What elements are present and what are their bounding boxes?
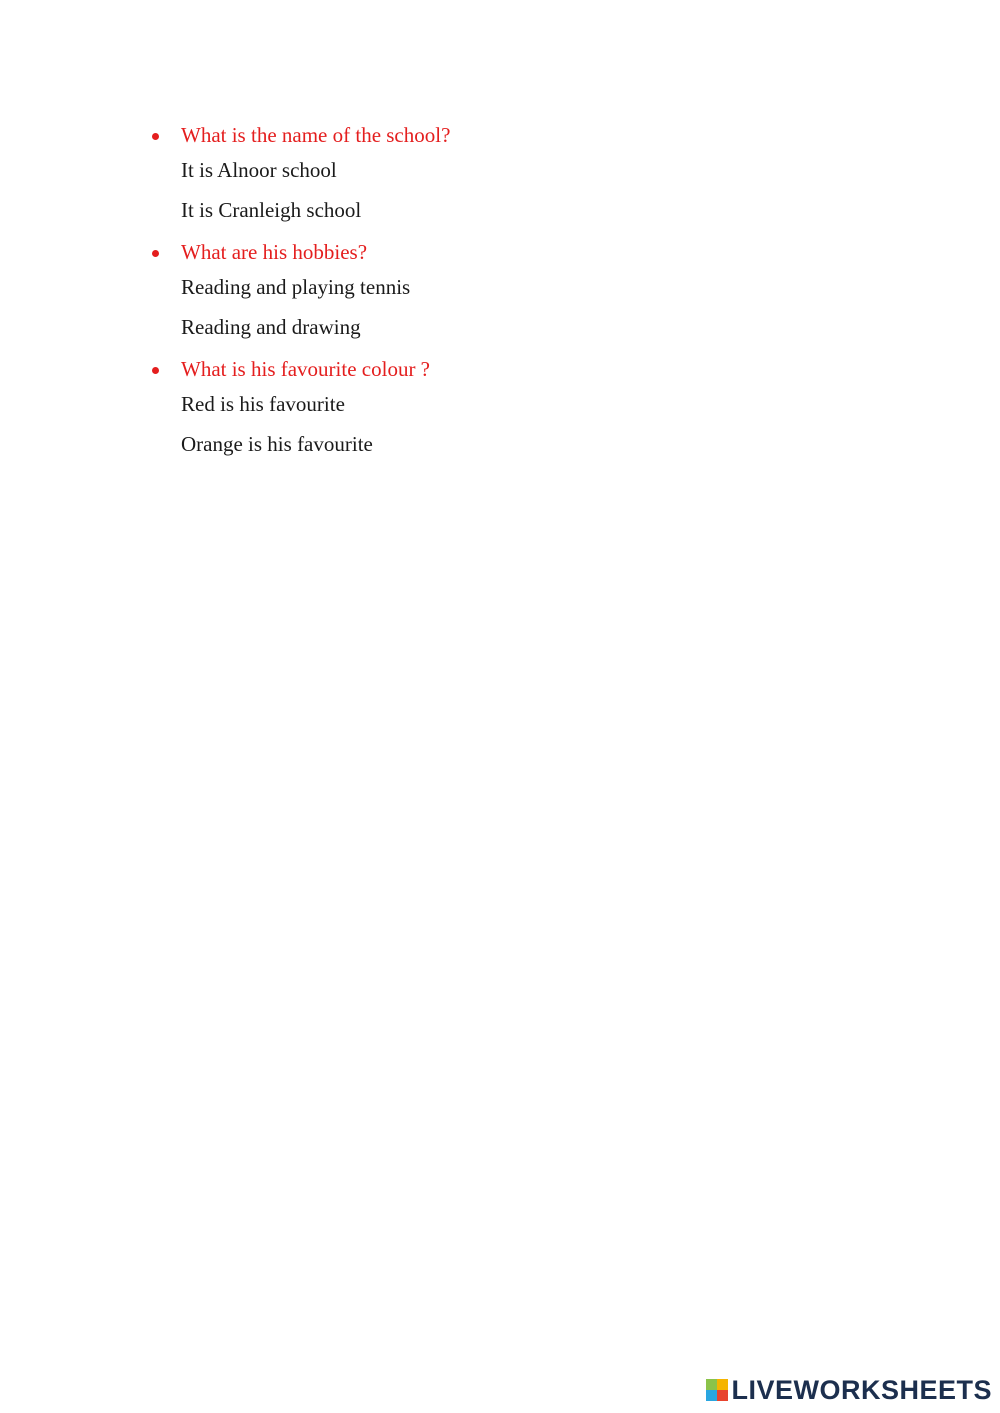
bullet-icon [152, 367, 159, 374]
liveworksheets-logo [706, 1375, 992, 1405]
answer-option[interactable]: Orange is his favourite [181, 432, 373, 456]
bullet-icon [152, 250, 159, 257]
question-row [148, 354, 848, 384]
bullet-icon [152, 133, 159, 140]
logo-tile [717, 1390, 728, 1401]
answer-option[interactable]: Reading and playing tennis [181, 275, 411, 299]
answer-option[interactable]: Reading and drawing [181, 315, 361, 339]
question-text: What is the name of the school? [181, 123, 451, 147]
logo-tile [706, 1390, 717, 1401]
question-block [148, 237, 848, 347]
question-block [148, 354, 848, 464]
question-row [148, 237, 848, 267]
liveworksheets-logo-icon [706, 1379, 728, 1401]
question-row [148, 120, 848, 150]
answer-option[interactable]: It is Cranleigh school [181, 198, 362, 222]
logo-tile [706, 1379, 717, 1390]
answer-option[interactable]: Red is his favourite [181, 392, 345, 416]
question-block [148, 120, 848, 230]
question-text: What is his favourite colour ? [181, 357, 431, 381]
question-list [148, 120, 848, 471]
question-text: What are his hobbies? [181, 240, 368, 264]
answer-option[interactable]: It is Alnoor school [181, 158, 337, 182]
logo-tile [717, 1379, 728, 1390]
logo-text: LIVEWORKSHEETS [731, 1374, 992, 1405]
